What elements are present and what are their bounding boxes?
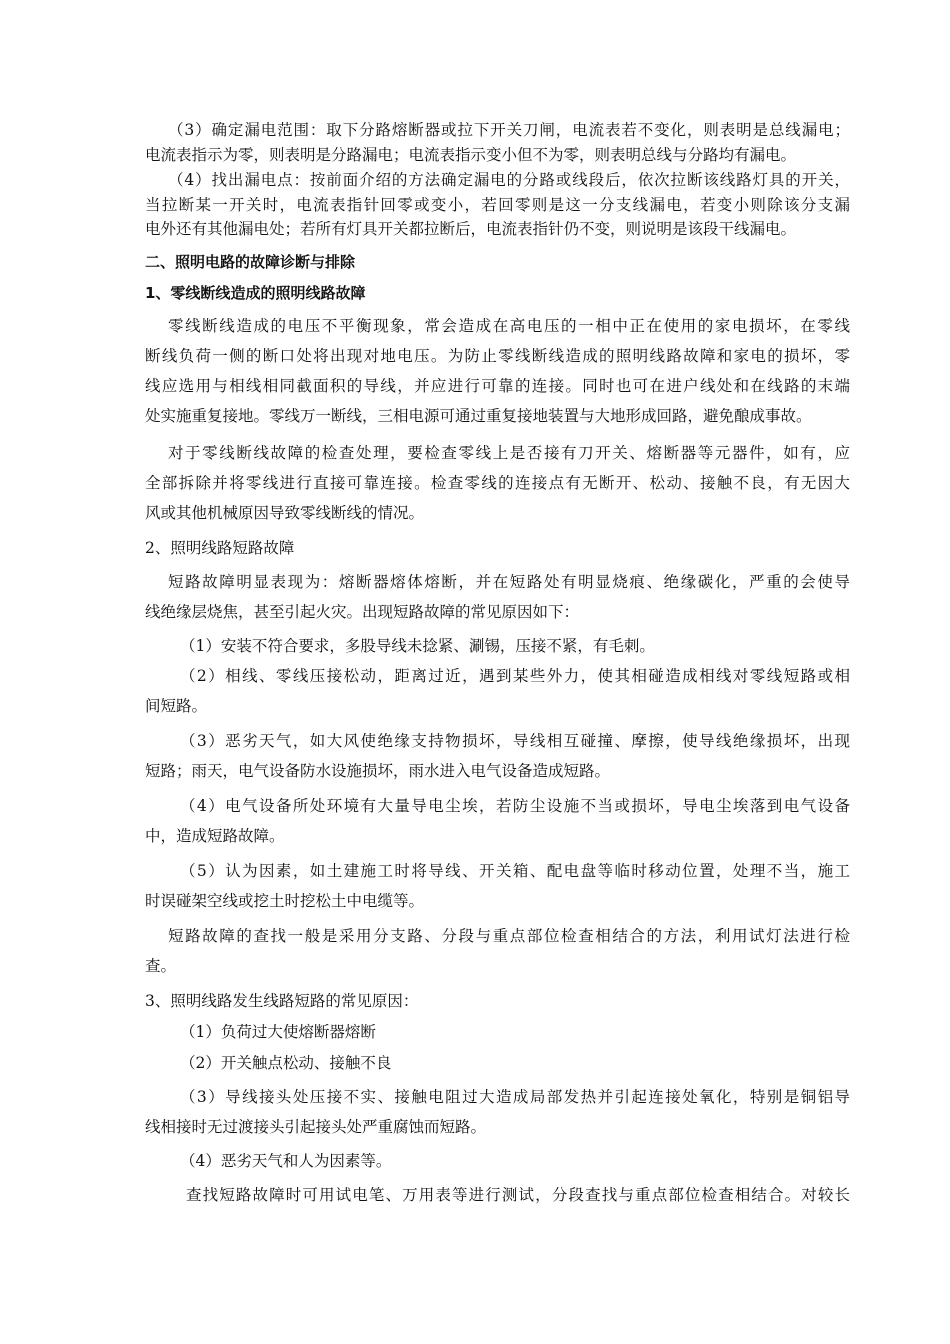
- list-item: （2）开关触点松动、接触不良: [180, 1054, 392, 1072]
- list-item: （4）电气设备所处环境有大量导电尘埃，若防尘设施不当或损坏，导电尘埃落到电气设备: [180, 797, 850, 815]
- list-item: （1）安装不符合要求，多股导线未捻紧、涮锡，压接不紧，有毛刺。: [180, 637, 655, 655]
- paragraph-line: 中，造成短路故障。: [145, 827, 285, 845]
- paragraph-line: （3）确定漏电范围：取下分路熔断器或拉下开关刀闸，电流表若不变化，则表明是总线漏电；: [168, 121, 850, 139]
- paragraph-line: 当拉断某一开关时，电流表指针回零或变小，若回零则是这一分支线漏电，若变小则除该分支漏: [145, 196, 850, 214]
- subsection-heading: 3、照明线路发生线路短路的常见原因：: [145, 992, 419, 1010]
- paragraph-line: 线应选用与相线相同截面积的导线，并应进行可靠的连接。同时也可在进户线处和在线路的末端: [145, 377, 850, 395]
- paragraph-line: 间短路。: [145, 697, 208, 715]
- paragraph-line: 查。: [145, 957, 177, 975]
- subsection-heading: 2、照明线路短路故障: [145, 539, 295, 557]
- list-item: （5）认为因素，如土建施工时将导线、开关箱、配电盘等临时移动位置，处理不当，施工: [180, 862, 850, 880]
- paragraph-line: 短路；雨天，电气设备防水设施损坏，雨水进入电气设备造成短路。: [145, 762, 611, 780]
- paragraph-line: 线绝缘层烧焦，甚至引起火灾。出现短路故障的常见原因如下：: [145, 603, 580, 621]
- paragraph-line: 电外还有其他漏电处；若所有灯具开关都拉断后，电流表指针仍不变，则说明是该段干线漏电。: [145, 220, 797, 238]
- subsection-heading: 1、零线断线造成的照明线路故障: [145, 284, 366, 302]
- list-item: （1）负荷过大使熔断器熔断: [180, 1023, 376, 1041]
- list-item: （4）恶劣天气和人为因素等。: [180, 1152, 392, 1170]
- paragraph-line: 断线负荷一侧的断口处将出现对地电压。为防止零线断线造成的照明线路故障和家电的损坏，零: [145, 347, 850, 365]
- paragraph-line: 时误碰架空线或挖土时挖松土中电缆等。: [145, 892, 425, 910]
- paragraph-line: 线相接时无过渡接头引起接头处严重腐蚀而短路。: [145, 1118, 487, 1136]
- paragraph-line: 零线断线造成的电压不平衡现象，常会造成在高电压的一相中正在使用的家电损坏，在零线: [168, 317, 850, 335]
- paragraph-line: 查找短路故障时可用试电笔、万用表等进行测试，分段查找与重点部位检查相结合。对较长: [186, 1186, 850, 1204]
- paragraph-line: 短路故障的查找一般是采用分支路、分段与重点部位检查相结合的方法，利用试灯法进行检: [168, 927, 850, 945]
- paragraph-line: 处实施重复接地。零线万一断线，三相电源可通过重复接地装置与大地形成回路，避免酿成事故。: [145, 407, 812, 425]
- section-heading: 二、照明电路的故障诊断与排除: [145, 253, 356, 271]
- paragraph-line: 短路故障明显表现为：熔断器熔体熔断，并在短路处有明显烧痕、绝缘碳化，严重的会使导: [168, 573, 850, 591]
- paragraph-line: 对于零线断线故障的检查处理，要检查零线上是否接有刀开关、熔断器等元器件，如有，应: [168, 444, 850, 462]
- paragraph-line: 电流表指示为零，则表明是分路漏电；电流表指示变小但不为零，则表明总线与分路均有漏电。: [145, 146, 797, 164]
- list-item: （3）恶劣天气，如大风使绝缘支持物损坏，导线相互碰撞、摩擦，使导线绝缘损坏，出现: [180, 732, 850, 750]
- paragraph-line: 风或其他机械原因导致零线断线的情况。: [145, 504, 425, 522]
- paragraph-line: 全部拆除并将零线进行直接可靠连接。检查零线的连接点有无断开、松动、接触不良，有无因大: [145, 474, 850, 492]
- list-item: （2）相线、零线压接松动，距离过近，遇到某些外力，使其相碰造成相线对零线短路或相: [180, 667, 850, 685]
- paragraph-line: （4）找出漏电点：按前面介绍的方法确定漏电的分路或线段后，依次拉断该线路灯具的开关，: [168, 171, 850, 189]
- list-item: （3）导线接头处压接不实、接触电阻过大造成局部发热并引起连接处氧化，特别是铜铝导: [180, 1088, 850, 1106]
